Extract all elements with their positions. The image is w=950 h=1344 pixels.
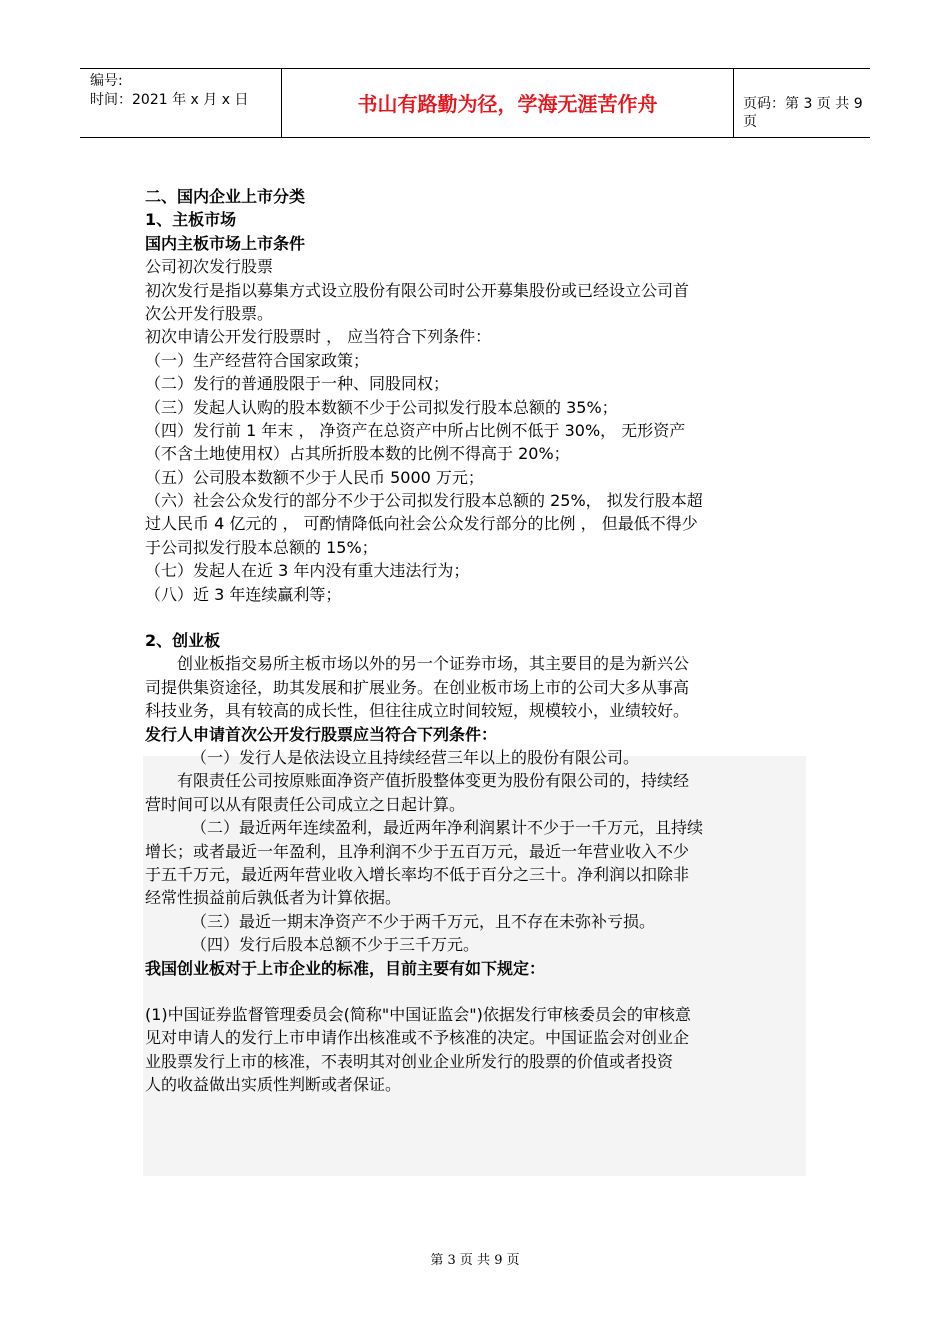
subsection-heading-gem: 2、创业板 — [145, 631, 221, 651]
intro-line: 科技业务，具有较高的成长性，但往往成立时间较短，规模较小，业绩较好。 — [145, 701, 690, 721]
subsection-heading-main-board: 1、主板市场 — [145, 210, 237, 230]
condition-line: （六）社会公众发行的部分不少于公司拟发行股本总额的 25%， 拟发行股本超 — [145, 491, 703, 511]
section-heading: 二、国内企业上市分类 — [145, 187, 306, 206]
header-page-label: 页码：第 3 页 共 9 页 — [743, 96, 863, 130]
header-center-cell — [281, 69, 734, 137]
condition-three: （三）最近一期末净资产不少于两千万元，且不存在未弥补亏损。 — [191, 911, 656, 931]
condition-line: （五）公司股本数额不少于人民币 5000 万元； — [145, 467, 484, 487]
listing-conditions-heading: 国内主板市场上市条件 — [145, 233, 306, 253]
conditions-heading: 发行人申请首次公开发行股票应当符合下列条件： — [145, 724, 498, 744]
condition-one-note: 营时间可以从有限责任公司成立之日起计算。 — [145, 794, 466, 814]
paragraph-line: 次公开发行股票。 — [145, 303, 274, 323]
condition-two: 经常性损益前后孰低者为计算依据。 — [145, 888, 402, 908]
header-motto: 书山有路勤为径，学海无涯苦作舟 — [357, 92, 658, 116]
document-number-label: 编号: — [90, 73, 123, 89]
header-table — [80, 68, 870, 138]
condition-line: 过人民币 4 亿元的 ， 可酌情降低向社会公众发行部分的比例 ， 但最低不得少 — [145, 514, 698, 534]
document-body — [145, 185, 810, 1096]
condition-line: 于公司拟发行股本总额的 15%； — [145, 537, 378, 557]
header-left-cell — [80, 69, 281, 137]
spacer — [145, 606, 810, 629]
standard-line: 见对申请人的发行上市申请作出核准或不予核准的决定。中国证监会对创业企 — [145, 1028, 690, 1048]
condition-line: （二）发行的普通股限于一种、同股同权； — [145, 374, 450, 394]
condition-two: 于五千万元，最近两年营业收入增长率均不低于百分之三十。净利润以扣除非 — [145, 864, 690, 884]
condition-line: （四）发行前 1 年末 ， 净资产在总资产中所占比例不低于 30%， 无形资产 — [145, 420, 686, 440]
condition-two: 增长；或者最近一年盈利，且净利润不少于五百万元，最近一年营业收入不少 — [145, 841, 690, 861]
standard-line: 业股票发行上市的核准，不表明其对创业企业所发行的股票的价值或者投资 — [145, 1051, 674, 1071]
standard-line: (1)中国证券监督管理委员会(简称"中国证监会")依据发行审核委员会的审核意 — [145, 1004, 691, 1024]
condition-one-note: 有限责任公司按原账面净资产值折股整体变更为股份有限公司的，持续经 — [177, 771, 690, 791]
condition-line: （不含土地使用权）占其所折股本数的比例不得高于 20%； — [145, 444, 570, 464]
condition-line: （三）发起人认购的股本数额不少于公司拟发行股本总额的 35%； — [145, 397, 618, 417]
condition-four: （四）发行后股本总额不少于三千万元。 — [191, 935, 480, 955]
page-footer: 第 3 页 共 9 页 — [430, 1253, 520, 1268]
header-right-cell — [733, 69, 870, 137]
standard-line: 人的收益做出实质性判断或者保证。 — [145, 1075, 402, 1095]
paragraph-line: 初次申请公开发行股票时 ， 应当符合下列条件： — [145, 327, 492, 347]
condition-line: （一）生产经营符合国家政策； — [145, 350, 370, 370]
paragraph-line: 初次发行是指以募集方式设立股份有限公司时公开募集股份或已经设立公司首 — [145, 280, 690, 300]
paragraph-line: 公司初次发行股票 — [145, 257, 274, 277]
standards-heading: 我国创业板对于上市企业的标准，目前主要有如下规定： — [145, 958, 546, 978]
condition-two: （二）最近两年连续盈利，最近两年净利润累计不少于一千万元，且持续 — [191, 818, 704, 838]
document-time-label: 时间：2021 年 x 月 x 日 — [90, 92, 249, 108]
condition-line: （七）发起人在近 3 年内没有重大违法行为； — [145, 561, 470, 581]
intro-line: 司提供集资途径，助其发展和扩展业务。在创业板市场上市的公司大多从事高 — [145, 677, 690, 697]
spacer — [145, 980, 810, 1003]
condition-line: （八）近 3 年连续赢利等； — [145, 584, 342, 604]
condition-one: （一）发行人是依法设立且持续经营三年以上的股份有限公司。 — [191, 747, 640, 767]
intro-line: 创业板指交易所主板市场以外的另一个证券市场，其主要目的是为新兴公 — [177, 654, 690, 674]
